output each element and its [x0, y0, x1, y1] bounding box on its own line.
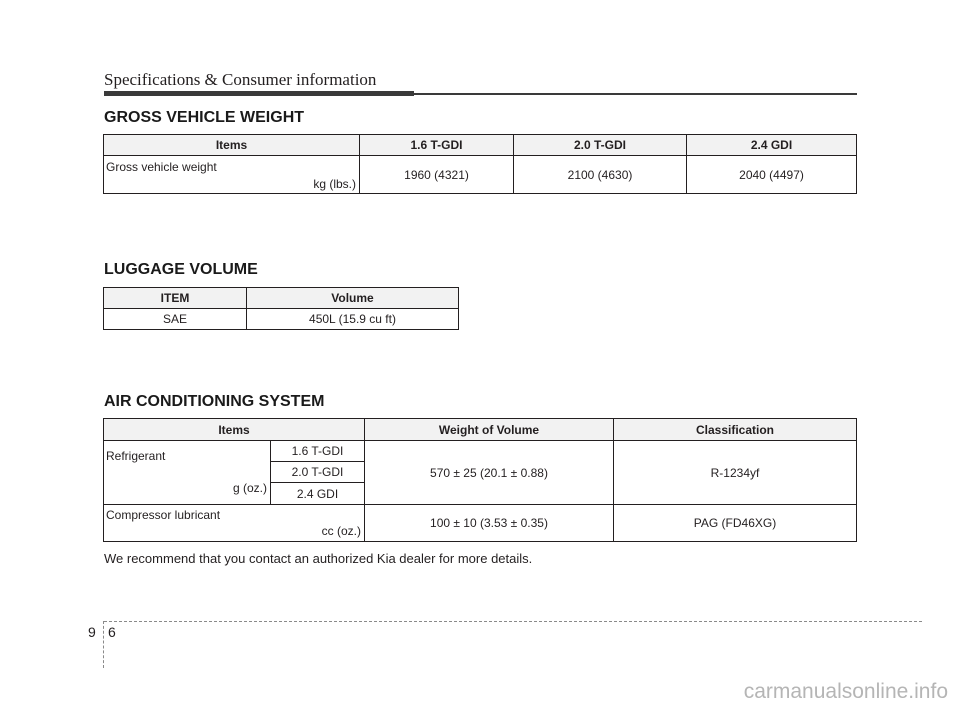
- table-row: [104, 505, 857, 542]
- header-cell: Volume: [247, 288, 459, 309]
- header-cell: Items: [104, 135, 360, 156]
- header-cell: 2.0 T-GDI: [514, 135, 687, 156]
- value-cell: SAE: [104, 309, 247, 330]
- row-label: Refrigerant: [106, 449, 166, 463]
- engine-cell: 1.6 T-GDI: [271, 441, 365, 462]
- refrigerant-label-cell: [104, 441, 271, 505]
- table-header-row: [104, 135, 857, 156]
- value-cell: 570 ± 25 (20.1 ± 0.88): [365, 441, 614, 505]
- row-unit: g (oz.): [232, 481, 267, 495]
- row-label: Gross vehicle weight: [106, 160, 217, 174]
- table-row: [104, 156, 857, 194]
- section-title-gross-vehicle-weight: GROSS VEHICLE WEIGHT: [104, 109, 305, 126]
- header-cell: Classification: [614, 419, 857, 441]
- dealer-note: We recommend that you contact an authorized Kia dealer for more details.: [104, 551, 533, 566]
- footer-chapter-number: 9: [88, 624, 96, 640]
- footer-page-number: 6: [108, 624, 116, 640]
- value-cell: 2100 (4630): [514, 156, 687, 194]
- air-conditioning-table: [103, 418, 857, 542]
- value-cell: 450L (15.9 cu ft): [247, 309, 459, 330]
- header-cell: ITEM: [104, 288, 247, 309]
- footer-rule: [104, 621, 922, 622]
- header-cell: 2.4 GDI: [687, 135, 857, 156]
- table-header-row: [104, 288, 459, 309]
- value-cell: PAG (FD46XG): [614, 505, 857, 542]
- header-cell: Items: [104, 419, 365, 441]
- value-cell: 100 ± 10 (3.53 ± 0.35): [365, 505, 614, 542]
- row-label: Compressor lubricant: [106, 508, 221, 522]
- row-unit: kg (lbs.): [313, 177, 356, 191]
- section-title-luggage-volume: LUGGAGE VOLUME: [104, 261, 258, 278]
- engine-cell: 2.0 T-GDI: [271, 462, 365, 483]
- table-row: [104, 441, 857, 462]
- header-cell: Weight of Volume: [365, 419, 614, 441]
- engine-cell: 2.4 GDI: [271, 483, 365, 505]
- footer-vertical-rule: [103, 621, 104, 668]
- row-unit: cc (oz.): [321, 524, 361, 538]
- header-rule-thick: [104, 91, 414, 96]
- gross-vehicle-weight-table: [103, 134, 857, 194]
- value-cell: 1960 (4321): [360, 156, 514, 194]
- value-cell: R-1234yf: [614, 441, 857, 505]
- row-label-cell: [104, 505, 365, 542]
- section-title-air-conditioning: AIR CONDITIONING SYSTEM: [104, 393, 325, 410]
- header-cell: 1.6 T-GDI: [360, 135, 514, 156]
- page-header-title: Specifications & Consumer information: [104, 70, 377, 89]
- row-label-cell: [104, 156, 360, 194]
- table-header-row: [104, 419, 857, 441]
- header-rule-thin: [414, 93, 857, 95]
- luggage-volume-table: [103, 287, 459, 330]
- watermark: carmanualsonline.info: [743, 680, 948, 703]
- value-cell: 2040 (4497): [687, 156, 857, 194]
- table-row: [104, 309, 459, 330]
